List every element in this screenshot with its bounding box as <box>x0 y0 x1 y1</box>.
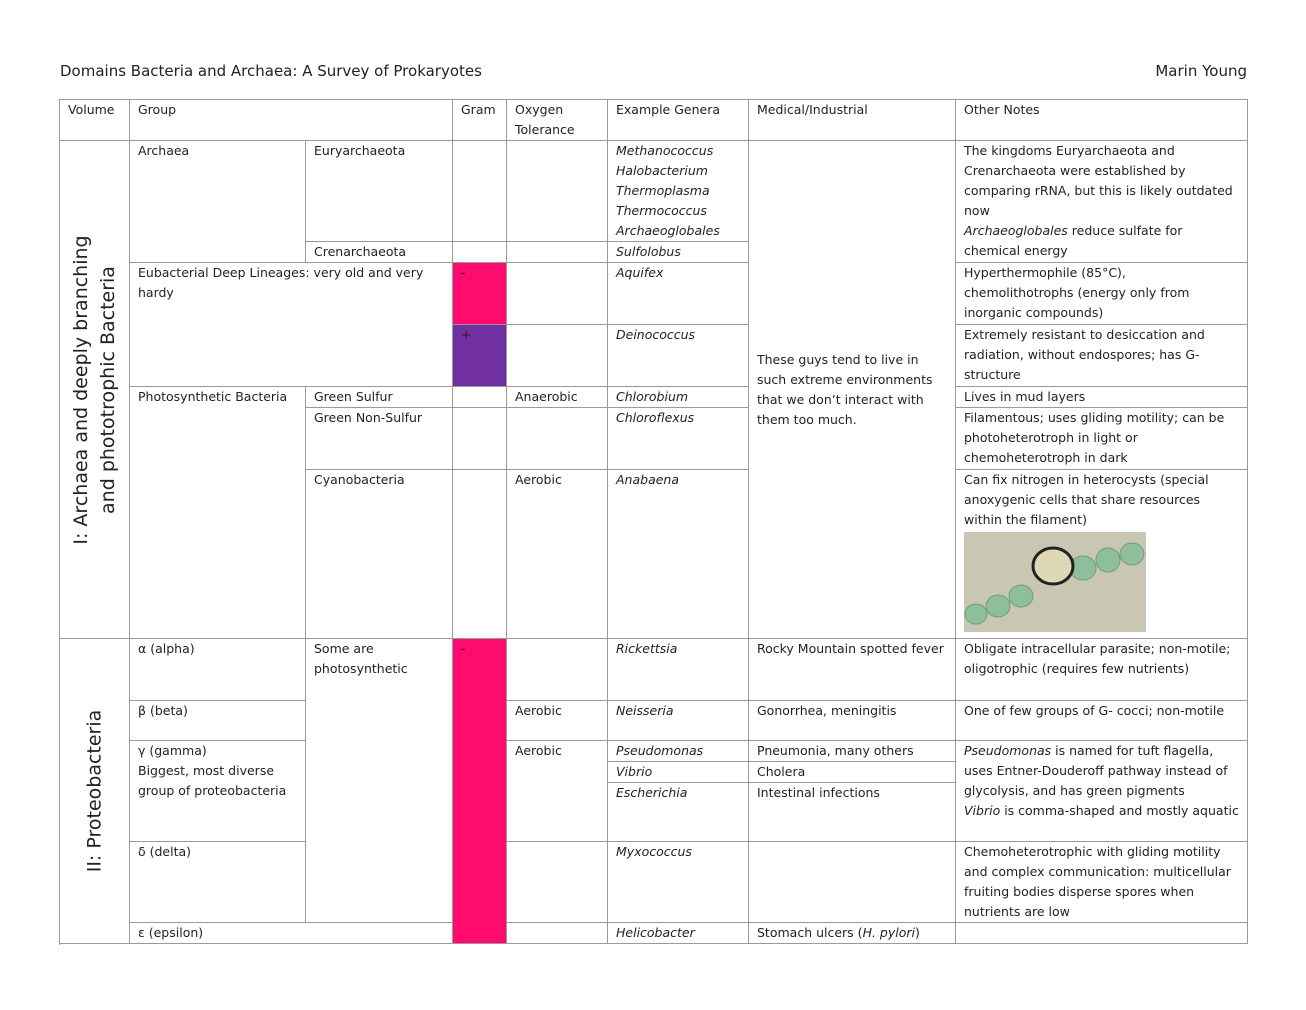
prokaryote-table <box>59 99 1248 944</box>
col-oxygen: Oxygen Tolerance <box>507 100 608 141</box>
genus-anabaena: Anabaena <box>608 470 749 639</box>
note-anabaena: Can fix nitrogen in heterocysts (special anoxygenic cells that share resources within the filament) <box>956 470 1248 639</box>
oxygen-anaerobic: Anaerobic <box>507 387 608 408</box>
oxygen-aerobic: Aerobic <box>507 470 608 639</box>
genus-sulfolobus: Sulfolobus <box>608 242 749 263</box>
oxygen-cell <box>507 408 608 470</box>
genus-rickettsia: Rickettsia <box>608 639 749 701</box>
table-row <box>60 923 1248 944</box>
gram-cell <box>453 141 507 242</box>
table-row <box>60 141 1248 242</box>
oxygen-aerobic: Aerobic <box>507 741 608 842</box>
gram-cell <box>453 470 507 639</box>
sub-cyanobacteria: Cyanobacteria <box>306 470 453 639</box>
sub-photosynthetic-note: Some are photosynthetic <box>306 639 453 923</box>
oxygen-cell <box>507 141 608 242</box>
gram-negative-badge: - <box>453 263 507 325</box>
genus-myxococcus: Myxococcus <box>608 842 749 923</box>
medical-cell <box>749 842 956 923</box>
col-medical: Medical/Industrial <box>749 100 956 141</box>
col-volume: Volume <box>60 100 130 141</box>
genus-neisseria: Neisseria <box>608 701 749 741</box>
gram-cell <box>453 408 507 470</box>
header-row <box>60 100 1248 141</box>
sub-green-sulfur: Green Sulfur <box>306 387 453 408</box>
document-author: Marin Young <box>1155 62 1247 80</box>
note-myxococcus: Chemoheterotrophic with gliding motility and complex communication: multicellular fruiting bodies disperse spores when nutrients are low <box>956 842 1248 923</box>
medical-gamma: Pneumonia, many others Cholera Intestinal infections <box>749 741 956 842</box>
group-alpha: α (alpha) <box>130 639 306 701</box>
genus-aquifex: Aquifex <box>608 263 749 325</box>
genus-helicobacter: Helicobacter <box>608 923 749 944</box>
gram-negative-badge: - <box>453 639 507 944</box>
group-deep-lineages: Eubacterial Deep Lineages: very old and very hardy <box>130 263 453 387</box>
medical-helicobacter: Stomach ulcers (H. pylori) <box>749 923 956 944</box>
note-cell <box>956 923 1248 944</box>
oxygen-cell <box>507 325 608 387</box>
note-chlorobium: Lives in mud layers <box>956 387 1248 408</box>
group-photosynthetic: Photosynthetic Bacteria <box>130 387 306 639</box>
col-notes: Other Notes <box>956 100 1248 141</box>
note-gamma: Pseudomonas is named for tuft flagella, uses Entner-Douderoff pathway instead of glycolysis, and has green pigments Vibrio is comma-shaped and mostly aquatic <box>956 741 1248 842</box>
oxygen-aerobic: Aerobic <box>507 701 608 741</box>
table-row <box>60 639 1248 701</box>
volume-1-cell <box>60 141 130 639</box>
note-archaea: The kingdoms Euryarchaeota and Crenarchaeota were established by comparing rRNA, but this is likely outdated now Archaeoglobales reduce sulfate for chemical energy <box>956 141 1248 263</box>
genus-chloroflexus: Chloroflexus <box>608 408 749 470</box>
table-row <box>60 701 1248 741</box>
table-row <box>60 387 1248 408</box>
oxygen-cell <box>507 242 608 263</box>
gram-cell <box>453 387 507 408</box>
oxygen-cell <box>507 639 608 701</box>
group-epsilon: ε (epsilon) <box>130 923 453 944</box>
table-row <box>60 263 1248 325</box>
sub-crenarchaeota: Crenarchaeota <box>306 242 453 263</box>
sub-green-non-sulfur: Green Non-Sulfur <box>306 408 453 470</box>
col-gram: Gram <box>453 100 507 141</box>
genus-chlorobium: Chlorobium <box>608 387 749 408</box>
medical-extreme-note: These guys tend to live in such extreme environments that we don’t interact with them too much. <box>749 141 956 639</box>
gram-cell <box>453 242 507 263</box>
note-chloroflexus: Filamentous; uses gliding motility; can be photoheterotroph in light or chemoheterotroph in dark <box>956 408 1248 470</box>
oxygen-cell <box>507 923 608 944</box>
group-archaea: Archaea <box>130 141 306 263</box>
note-deinococcus: Extremely resistant to desiccation and radiation, without endospores; has G- structure <box>956 325 1248 387</box>
col-genera: Example Genera <box>608 100 749 141</box>
volume-2-cell <box>60 639 130 944</box>
sub-euryarchaeota: Euryarchaeota <box>306 141 453 242</box>
gram-positive-badge: + <box>453 325 507 387</box>
table-row <box>60 741 1248 842</box>
medical-rickettsia: Rocky Mountain spotted fever <box>749 639 956 701</box>
note-aquifex: Hyperthermophile (85°C), chemolithotrophs (energy only from inorganic compounds) <box>956 263 1248 325</box>
genera-euryarchaeota: Methanococcus Halobacterium Thermoplasma Thermococcus Archaeoglobales <box>608 141 749 242</box>
volume-2-label: II: Proteobacteria <box>83 709 105 873</box>
table-row <box>60 842 1248 923</box>
document-title: Domains Bacteria and Archaea: A Survey of Prokaryotes <box>60 62 482 80</box>
oxygen-cell <box>507 263 608 325</box>
oxygen-cell <box>507 842 608 923</box>
note-neisseria: One of few groups of G- cocci; non-motile <box>956 701 1248 741</box>
medical-neisseria: Gonorrhea, meningitis <box>749 701 956 741</box>
genus-deinococcus: Deinococcus <box>608 325 749 387</box>
genera-gamma: Pseudomonas Vibrio Escherichia <box>608 741 749 842</box>
group-delta: δ (delta) <box>130 842 306 923</box>
note-rickettsia: Obligate intracellular parasite; non-motile; oligotrophic (requires few nutrients) <box>956 639 1248 701</box>
col-group: Group <box>130 100 453 141</box>
group-gamma: γ (gamma) Biggest, most diverse group of proteobacteria <box>130 741 306 842</box>
group-beta: β (beta) <box>130 701 306 741</box>
volume-1-label: I: Archaea and deeply branching and phototrophic Bacteria <box>69 234 119 545</box>
anabaena-filament-micrograph <box>964 532 1146 632</box>
